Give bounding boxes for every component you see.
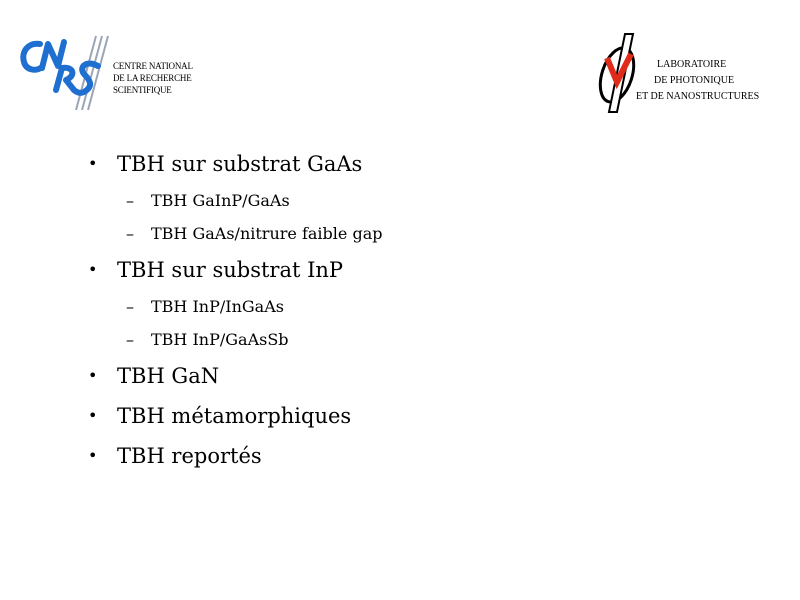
list-item [88,148,768,188]
bullet-list [88,148,768,480]
dash-marker: – [126,297,134,316]
bullet-marker: • [88,446,98,465]
list-item-text: TBH GaN [117,364,220,388]
cnrs-name-line-3: SCIENTIFIQUE [113,85,172,95]
cnrs-logo-icon [18,30,113,125]
cnrs-logo [18,30,218,125]
sub-list-item-text: TBH InP/InGaAs [151,297,284,316]
dash-marker: – [126,330,134,349]
list-item [88,360,768,400]
cnrs-name-line-1: CENTRE NATIONAL [113,61,193,71]
list-item [88,400,768,440]
sub-list-item-text: TBH InP/GaAsSb [151,330,289,349]
list-item [88,440,768,480]
sub-list-item-text: TBH GaAs/nitrure faible gap [151,224,383,243]
cnrs-name [113,60,193,96]
bullet-marker: • [88,406,98,425]
dash-marker: – [126,191,134,210]
list-item-text: TBH sur substrat InP [117,258,344,282]
dash-marker: – [126,224,134,243]
bullet-marker: • [88,154,98,173]
list-item [88,254,768,294]
list-item-text: TBH métamorphiques [117,404,352,428]
lpn-logo [595,30,790,120]
list-item-text: TBH reportés [117,444,262,468]
sub-list-item-text: TBH GaInP/GaAs [151,191,290,210]
sub-list-item [88,221,768,254]
lpn-logo-icon [595,30,655,120]
bullet-marker: • [88,260,98,279]
list-item-text: TBH sur substrat GaAs [117,152,363,176]
sub-list-item [88,294,768,327]
lpn-name-line-1: LABORATOIRE [657,59,727,70]
sub-list-item [88,327,768,360]
cnrs-name-line-2: DE LA RECHERCHE [113,73,192,83]
bullet-marker: • [88,366,98,385]
sub-list-item [88,188,768,221]
lpn-name-line-3: ET DE NANOSTRUCTURES [636,91,760,102]
lpn-name-line-2: DE PHOTONIQUE [654,75,735,86]
